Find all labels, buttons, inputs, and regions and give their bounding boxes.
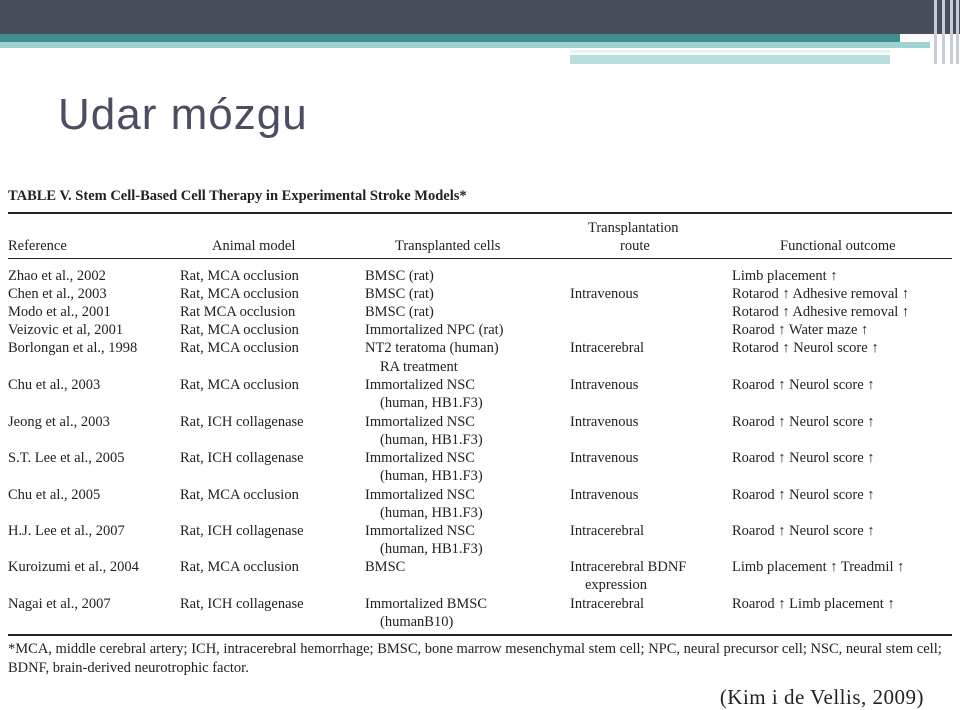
table-row-outcome: Roarod ↑ Neurol score ↑	[732, 523, 875, 539]
table-row-animal: Rat, MCA occlusion	[180, 487, 299, 503]
table-row-reference: Jeong et al., 2003	[8, 414, 110, 430]
header-reference: Reference	[8, 238, 67, 254]
table-row-reference: Zhao et al., 2002	[8, 268, 106, 284]
table-row-reference: Chu et al., 2003	[8, 377, 101, 393]
accent-stripe	[570, 50, 890, 53]
accent-stripe-lower	[570, 55, 890, 64]
table-row-cells: Immortalized NSC	[365, 377, 475, 393]
table-row-cells: NT2 teratoma (human)	[365, 340, 499, 356]
table-row-route: Intravenous	[570, 487, 639, 503]
table-row-route: Intracerebral	[570, 523, 645, 539]
table-row-cells-cont: (human, HB1.F3)	[380, 395, 483, 411]
table-row-outcome: Rotarod ↑ Adhesive removal ↑	[732, 286, 910, 302]
top-banner	[0, 0, 960, 34]
table-row-reference: H.J. Lee et al., 2007	[8, 523, 125, 539]
table-row-reference: Nagai et al., 2007	[8, 596, 111, 612]
citation: (Kim i de Vellis, 2009)	[719, 685, 924, 709]
table-row-route-cont: expression	[585, 577, 648, 593]
table-row-outcome: Rotarod ↑ Adhesive removal ↑	[732, 304, 910, 320]
header-route-line2: route	[620, 238, 650, 254]
table-row-reference: Borlongan et al., 1998	[8, 340, 138, 356]
table-row-cells: Immortalized BMSC	[365, 596, 488, 612]
table-row-route: Intracerebral BDNF	[570, 559, 687, 575]
table-row-cells: BMSC (rat)	[365, 286, 434, 302]
table-footnote: *MCA, middle cerebral artery; ICH, intracerebral hemorrhage; BMSC, bone marrow mesenchymal stem cell; NPC, neural precursor cell; NSC, neural stem cell; BDNF, brain-derived neurotrophic factor.	[8, 641, 942, 676]
table-row-animal: Rat, MCA occlusion	[180, 268, 299, 284]
table-row-route: Intracerebral	[570, 596, 645, 612]
table-row-cells-cont: RA treatment	[380, 359, 458, 375]
table-row-animal: Rat, MCA occlusion	[180, 322, 299, 338]
table-row-outcome: Limb placement ↑ Treadmil ↑	[732, 559, 905, 575]
accent-band	[0, 34, 900, 42]
table-row-outcome: Roarod ↑ Neurol score ↑	[732, 377, 875, 393]
table-row-animal: Rat MCA occlusion	[180, 304, 296, 320]
table-row-outcome: Limb placement ↑	[732, 268, 838, 284]
table-row-cells: Immortalized NPC (rat)	[365, 322, 504, 338]
header-transplanted-cells: Transplanted cells	[395, 238, 501, 254]
table-row-cells: Immortalized NSC	[365, 414, 475, 430]
table-row-cells-cont: (human, HB1.F3)	[380, 468, 483, 484]
table-row-outcome: Roarod ↑ Neurol score ↑	[732, 487, 875, 503]
table-row-reference: Modo et al., 2001	[8, 304, 111, 320]
table-header-rule	[8, 258, 952, 259]
table-row-route: Intravenous	[570, 286, 639, 302]
table-row-animal: Rat, MCA occlusion	[180, 340, 299, 356]
table-row-animal: Rat, MCA occlusion	[180, 286, 299, 302]
table-row-outcome: Roarod ↑ Neurol score ↑	[732, 450, 875, 466]
table-row-animal: Rat, MCA occlusion	[180, 559, 299, 575]
table-row-animal: Rat, ICH collagenase	[180, 414, 304, 430]
table-row-cells: BMSC (rat)	[365, 304, 434, 320]
table-row-route: Intravenous	[570, 377, 639, 393]
table-row-cells-cont: (human, HB1.F3)	[380, 541, 483, 557]
table-row-cells-cont: (humanB10)	[380, 614, 454, 630]
table-row-reference: Veizovic et al, 2001	[8, 322, 124, 338]
table-row-reference: Chu et al., 2005	[8, 487, 101, 503]
header-functional-outcome: Functional outcome	[780, 238, 896, 254]
slide-title: Udar mózgu	[58, 90, 308, 139]
table-row-reference: S.T. Lee et al., 2005	[8, 450, 125, 466]
table-row-outcome: Roarod ↑ Water maze ↑	[732, 322, 869, 338]
table-row-outcome: Roarod ↑ Limb placement ↑	[732, 596, 895, 612]
table-row-cells: Immortalized NSC	[365, 523, 475, 539]
table-row-animal: Rat, MCA occlusion	[180, 377, 299, 393]
header-animal-model: Animal model	[212, 238, 296, 254]
table-top-rule	[8, 212, 952, 214]
table-row-route: Intravenous	[570, 450, 639, 466]
table-row-outcome: Roarod ↑ Neurol score ↑	[732, 414, 875, 430]
accent-band-light	[0, 42, 930, 48]
table-row-route: Intravenous	[570, 414, 639, 430]
table-bottom-rule	[8, 634, 952, 636]
table-row-cells: BMSC (rat)	[365, 268, 434, 284]
header-route-line1: Transplantation	[588, 220, 679, 236]
table-row-cells: Immortalized NSC	[365, 450, 475, 466]
table-row-cells: BMSC	[365, 559, 406, 575]
table-caption: TABLE V. Stem Cell-Based Cell Therapy in Experimental Stroke Models*	[8, 188, 467, 204]
table-row-reference: Kuroizumi et al., 2004	[8, 559, 139, 575]
table-row-cells-cont: (human, HB1.F3)	[380, 505, 483, 521]
table-row-animal: Rat, ICH collagenase	[180, 596, 304, 612]
table-row-cells-cont: (human, HB1.F3)	[380, 432, 483, 448]
table-row-animal: Rat, ICH collagenase	[180, 450, 304, 466]
table-row-outcome: Rotarod ↑ Neurol score ↑	[732, 340, 879, 356]
decorative-lines	[930, 0, 960, 64]
table-row-route: Intracerebral	[570, 340, 645, 356]
table-row-animal: Rat, ICH collagenase	[180, 523, 304, 539]
table-row-reference: Chen et al., 2003	[8, 286, 107, 302]
table-row-cells: Immortalized NSC	[365, 487, 475, 503]
